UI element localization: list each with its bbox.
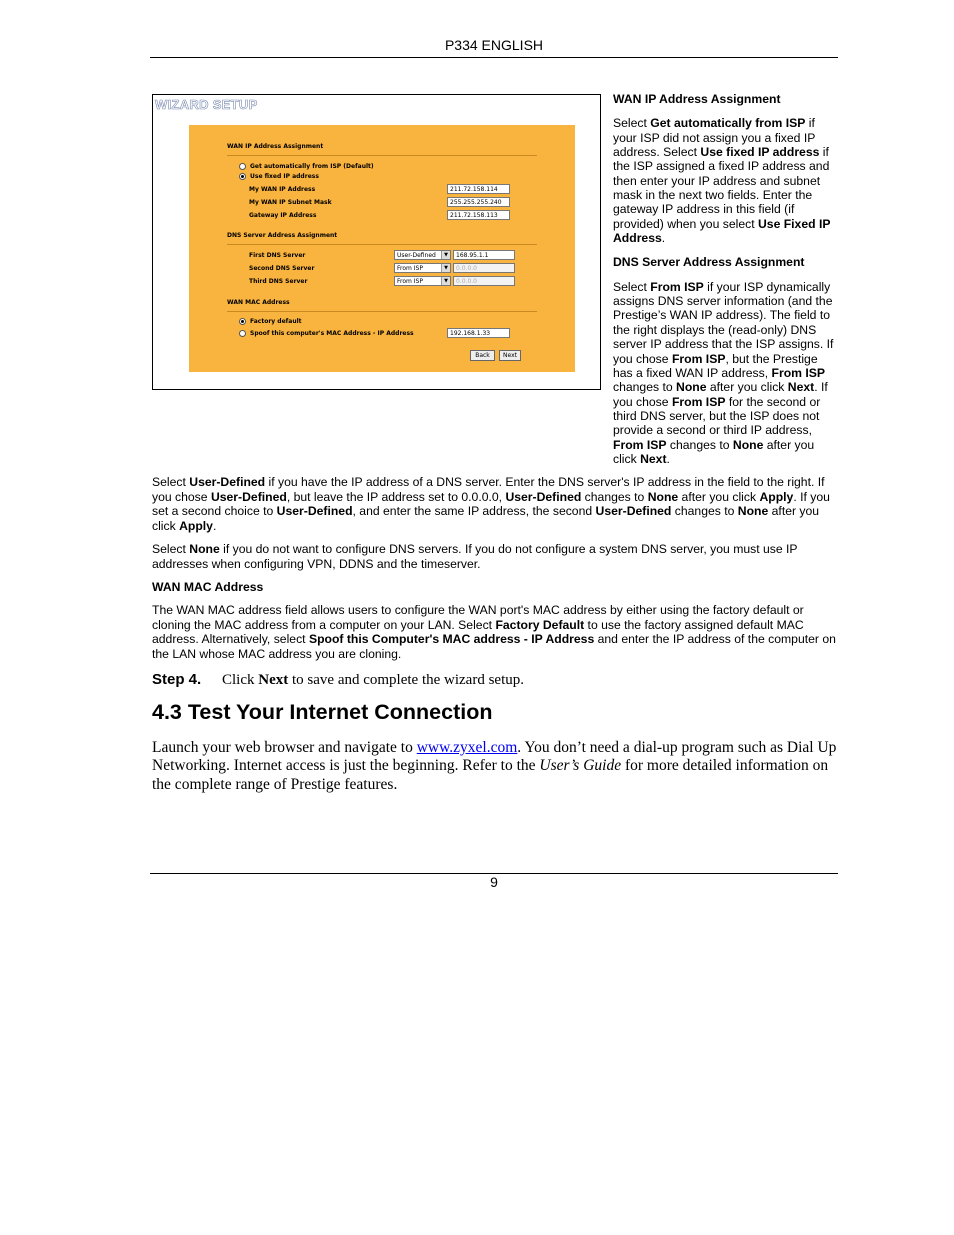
radio-get-from-isp[interactable]: Get automatically from ISP (Default) [239, 163, 374, 170]
para-wan-ip: Select Get automatically from ISP if your ISP did not assign you a fixed IP address. Select Use fixed IP address if the ISP assigned a fixed IP address and then enter your IP address and subnet mask in the next two fields. Enter the gateway IP address in this field (if provided) when you select Use Fixed IP Address. [613, 116, 831, 246]
header-rule [150, 57, 838, 58]
wan-ip-input[interactable]: 211.72.158.114 [447, 184, 510, 194]
right-column [613, 92, 839, 476]
divider [227, 155, 537, 156]
back-button[interactable]: Back [470, 350, 495, 361]
wizard-panel [189, 125, 575, 372]
first-dns-select[interactable]: User-Defined ▼ [394, 250, 451, 260]
divider [227, 311, 537, 312]
radio-icon[interactable] [239, 163, 246, 170]
section-heading: 4.3 Test Your Internet Connection [152, 700, 493, 724]
para-none: Select None if you do not want to configure DNS servers. If you do not configure a system DNS server, you must use IP addresses when configuring VPN, DDNS and the timeserver. [152, 542, 798, 571]
dropdown-arrow-icon[interactable]: ▼ [441, 251, 450, 259]
subnet-mask-label: My WAN IP Subnet Mask [249, 199, 332, 206]
third-dns-select[interactable]: From ISP ▼ [394, 276, 451, 286]
step-4: Step 4. Click Next to save and complete the wizard setup. [152, 671, 525, 688]
page-number: 9 [490, 874, 498, 890]
section-paragraph: Launch your web browser and navigate to www.zyxel.com. You don’t need a dial-up program such as Dial Up Networking. Internet access is just the beginning. Refer to the User’s Guide for more detailed information on the complete range of Prestige features. [152, 739, 837, 793]
first-dns-input[interactable]: 168.95.1.1 [453, 250, 515, 260]
first-dns-label: First DNS Server [249, 252, 306, 259]
radio-selected-icon[interactable] [239, 173, 246, 180]
section-wan-ip: WAN IP Address Assignment [227, 143, 324, 150]
wan-ip-label: My WAN IP Address [249, 186, 316, 193]
third-dns-label: Third DNS Server [249, 278, 308, 285]
radio-spoof-mac[interactable]: Spoof this computer's MAC Address - IP Address [239, 330, 414, 337]
gateway-input[interactable]: 211.72.158.113 [447, 210, 510, 220]
subnet-mask-input[interactable]: 255.255.255.240 [447, 197, 510, 207]
step-label: Step 4. [152, 671, 202, 688]
second-dns-select[interactable]: From ISP ▼ [394, 263, 451, 273]
wizard-title: WIZARD SETUP [155, 97, 258, 112]
para-dns: Select From ISP if your ISP dynamically assigns DNS server information (and the Prestige’s WAN IP address). The field to the right displays the (read-only) DNS server IP address that the ISP assigns. If you chose From ISP, but the Prestige has a fixed WAN IP address, From ISP changes to None after you click Next. If you chose From ISP for the second or third DNS server, but the ISP does not provide a second or third IP address, From ISP changes to None after you click Next. [613, 279, 834, 466]
gateway-label: Gateway IP Address [249, 212, 317, 219]
zyxel-link[interactable]: www.zyxel.com [416, 739, 518, 756]
para-wan-mac: The WAN MAC address field allows users to configure the WAN port's MAC address by either using the factory default or cloning the MAC address from a computer on your LAN. Select Factory Default to use the factory assigned default MAC address. Alternatively, select Spoof this Computer's MAC address - IP Address and enter the IP address of the computer on the LAN whose MAC address you are cloning. [152, 603, 836, 661]
dropdown-arrow-icon[interactable]: ▼ [441, 264, 450, 272]
divider [227, 244, 537, 245]
dropdown-arrow-icon[interactable]: ▼ [441, 277, 450, 285]
heading-wan-mac: WAN MAC Address [152, 580, 264, 594]
spoof-ip-input[interactable]: 192.168.1.33 [447, 328, 510, 338]
radio-icon[interactable] [239, 330, 246, 337]
radio-use-fixed-ip[interactable]: Use fixed IP address [239, 173, 319, 180]
heading-wan-ip: WAN IP Address Assignment [613, 92, 781, 106]
third-dns-input: 0.0.0.0 [453, 276, 515, 286]
next-button[interactable]: Next [499, 350, 521, 361]
radio-selected-icon[interactable] [239, 318, 246, 325]
second-dns-label: Second DNS Server [249, 265, 315, 272]
para-user-defined: Select User-Defined if you have the IP address of a DNS server. Enter the DNS server's IP address in the field to the right. If you chose User-Defined, but leave the IP address set to 0.0.0.0, User-Defined changes to None after you click Apply. If you set a second choice to User-Defined, and enter the same IP address, the second User-Defined changes to None after you click Apply. [152, 475, 830, 533]
heading-dns: DNS Server Address Assignment [613, 255, 805, 270]
section-dns: DNS Server Address Assignment [227, 232, 338, 239]
section-mac: WAN MAC Address [227, 299, 290, 306]
page-header: P334 ENGLISH [444, 37, 544, 53]
radio-factory-default[interactable]: Factory default [239, 318, 302, 325]
wizard-screenshot [152, 94, 601, 390]
second-dns-input: 0.0.0.0 [453, 263, 515, 273]
